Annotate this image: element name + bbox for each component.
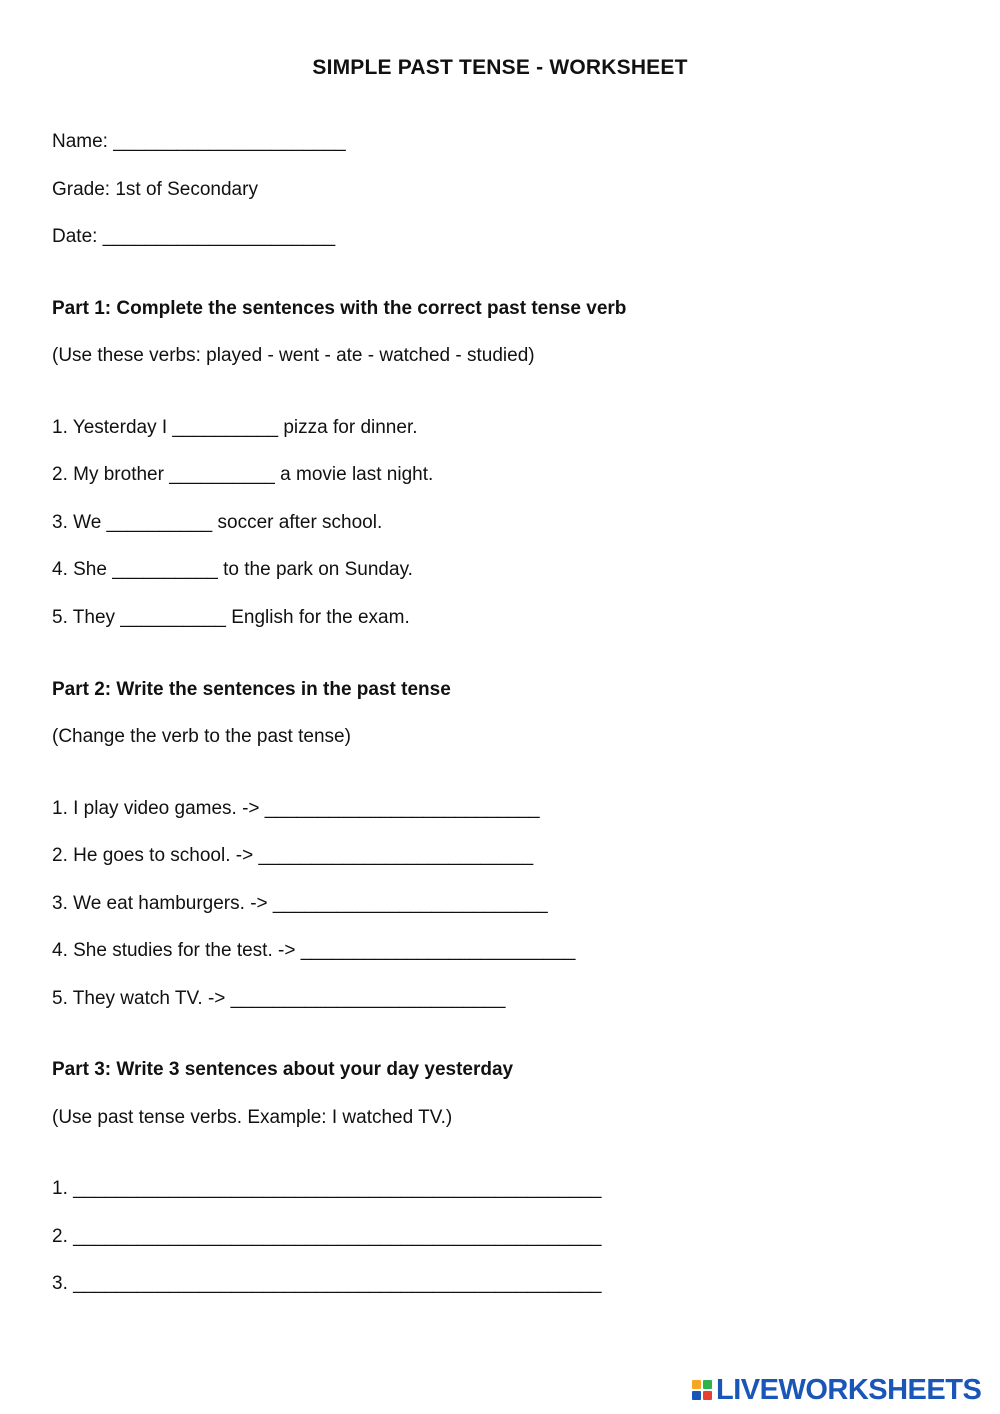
logo-grid-icon [692,1380,712,1400]
part1-item: 4. She __________ to the park on Sunday. [52,559,413,580]
logo-square [692,1380,701,1389]
part1-item: 1. Yesterday I __________ pizza for dinner. [52,417,418,438]
part2-item: 4. She studies for the test. -> __________________________ [52,940,576,961]
part1-item: 2. My brother __________ a movie last night. [52,464,434,485]
part1-heading: Part 1: Complete the sentences with the correct past tense verb [52,298,627,319]
part2-item: 2. He goes to school. -> __________________________ [52,845,534,866]
part1-item: 5. They __________ English for the exam. [52,607,410,628]
logo-square [703,1391,712,1400]
logo-square [703,1380,712,1389]
part1-item: 3. We __________ soccer after school. [52,512,383,533]
part2-item: 1. I play video games. -> __________________________ [52,798,540,819]
liveworksheets-logo[interactable] [692,1373,981,1407]
part3-heading: Part 3: Write 3 sentences about your day yesterday [52,1059,514,1080]
part2-heading: Part 2: Write the sentences in the past tense [52,679,451,700]
part2-instruction: (Change the verb to the past tense) [52,726,351,747]
date-field: Date: ______________________ [52,226,336,247]
worksheet-title: SIMPLE PAST TENSE - WORKSHEET [312,56,688,79]
logo-text: LIVEWORKSHEETS [716,1373,982,1406]
part3-item: 2. __________________________________________________ [52,1226,602,1247]
part3-instruction: (Use past tense verbs. Example: I watched TV.) [52,1107,453,1128]
part2-item: 5. They watch TV. -> __________________________ [52,988,506,1009]
part2-item: 3. We eat hamburgers. -> __________________________ [52,893,548,914]
logo-square [692,1391,701,1400]
part1-instruction: (Use these verbs: played - went - ate - watched - studied) [52,345,535,366]
part3-item: 1. __________________________________________________ [52,1178,602,1199]
part3-item: 3. __________________________________________________ [52,1273,602,1294]
grade-label: Grade: 1st of Secondary [52,179,258,200]
name-field: Name: ______________________ [52,131,346,152]
